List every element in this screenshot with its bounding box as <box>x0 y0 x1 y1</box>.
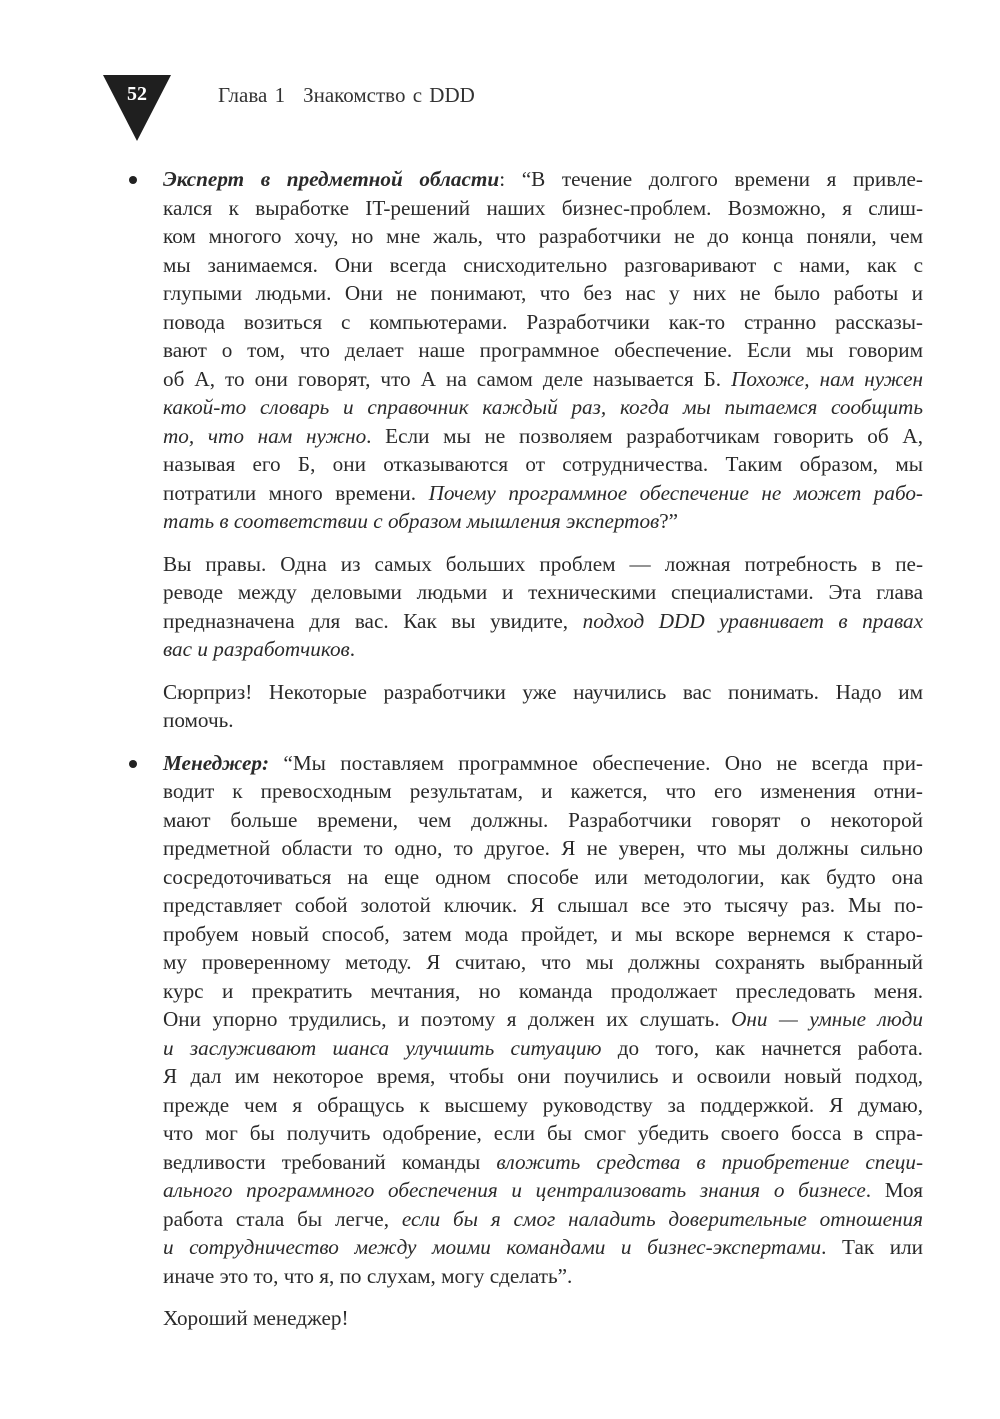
text-segment: ведливости требований команды <box>163 1149 497 1174</box>
chapter-label: Глава 1 <box>218 83 286 107</box>
text-segment: пробуем новый способ, затем мода пройдет, и мы вскоре вернемся к старо- <box>163 921 923 946</box>
italic-text: и сотрудничество между моими командами и бизнес-экспертами <box>163 1235 822 1259</box>
italic-text: Они — умные люди <box>731 1007 923 1031</box>
text-segment: Хороший менеджер! <box>163 1306 349 1330</box>
text-segment: . <box>349 637 356 661</box>
bullet-item <box>163 749 923 1291</box>
bullet-item <box>163 165 923 536</box>
text-segment: курс и прекратить мечтания, но команда продолжает преследовать меня. <box>163 978 923 1003</box>
text-segment: прежде чем я обращусь к высшему руководству за поддержкой. Я думаю, <box>163 1092 923 1117</box>
italic-text: какой-то словарь и справочник каждый раз, когда мы пытаемся сообщить <box>163 395 923 419</box>
text-line <box>163 706 923 735</box>
text-segment: . Моя <box>865 1178 923 1202</box>
text-line <box>163 222 923 251</box>
text-line <box>163 251 923 280</box>
text-segment: называя его Б, они отказываются от сотрудничества. Таким образом, мы <box>163 452 923 476</box>
text-line <box>163 1005 923 1034</box>
text-line <box>163 806 923 835</box>
page-body <box>163 165 923 1333</box>
text-segment: помочь. <box>163 708 234 732</box>
text-line <box>163 749 923 778</box>
text-line <box>163 450 923 479</box>
text-segment: ком многого хочу, но мне жаль, что разработчики не до конца поняли, чем <box>163 224 923 248</box>
text-line <box>163 336 923 365</box>
running-header <box>218 83 493 108</box>
text-segment: ?” <box>659 509 679 533</box>
italic-text: если бы я смог наладить доверительные отношения <box>401 1206 923 1231</box>
text-line <box>163 1119 923 1148</box>
text-line <box>163 279 923 308</box>
bullet-icon <box>129 176 137 184</box>
text-segment: глупыми людьми. Они не понимают, что без нас у них не было работы и <box>163 281 923 305</box>
text-segment: предназначена для вас. Как вы увидите, <box>163 608 583 633</box>
page-number: 52 <box>127 83 147 105</box>
text-segment: потратили много времени. <box>163 480 429 505</box>
text-segment: иначе это то, что я, по слухам, могу сделать”. <box>163 1263 573 1288</box>
text-line <box>163 1304 923 1333</box>
italic-text: Похоже, нам нужен <box>731 366 923 391</box>
text-segment: “Мы поставляем программное обеспечение. Оно не всегда при- <box>269 750 923 775</box>
text-line <box>163 1262 923 1291</box>
text-line <box>163 607 923 636</box>
text-line <box>163 863 923 892</box>
bullet-icon <box>129 760 137 768</box>
text-segment: вают о том, что делает наше программное обеспечение. Если мы говорим <box>163 338 923 362</box>
italic-text: подход DDD уравнивает в правах <box>582 608 923 633</box>
text-segment: . Если мы не позволяем разработчикам говорить об А, <box>366 423 923 448</box>
bold-italic-text: Эксперт в предметной области <box>163 167 500 191</box>
text-segment: . Так или <box>821 1235 923 1259</box>
text-line <box>163 507 923 536</box>
text-segment: мают больше времени, чем должны. Разработчики говорят о некоторой <box>163 807 923 832</box>
text-line <box>163 1176 923 1205</box>
text-segment: му проверенному методу. Я считаю, что мы должны сохранять выбранный <box>163 950 923 974</box>
text-line <box>163 777 923 806</box>
text-segment: работа стала бы легче, <box>163 1206 402 1231</box>
text-segment: предметной области то одно, то другое. Я не уверен, что мы должны сильно <box>163 836 923 860</box>
text-segment: Я дал им некоторое время, чтобы они поучились и освоили новый подход, <box>163 1064 923 1088</box>
italic-text: тать в соответствии с образом мышления экспертов <box>163 509 660 533</box>
italic-text: вас и разработчиков <box>163 637 350 661</box>
italic-text: и заслуживают шанса улучшить ситуацию <box>163 1035 602 1060</box>
text-line <box>163 1062 923 1091</box>
text-segment: Вы правы. Одна из самых больших проблем — ложная потребность в пе- <box>163 551 923 576</box>
text-segment: повода возиться с компьютерами. Разработчики как-то странно рассказы- <box>163 309 923 334</box>
paragraph <box>163 678 923 735</box>
text-line <box>163 678 923 707</box>
text-segment: водит к превосходным результатам, и кажется, что его изменения отни- <box>163 779 923 803</box>
text-line <box>163 1233 923 1262</box>
bold-italic-text: Менеджер: <box>163 750 270 775</box>
text-line <box>163 550 923 579</box>
text-line <box>163 393 923 422</box>
text-segment: сосредоточиваться на еще одном способе или методологии, как будто она <box>163 864 923 889</box>
text-line <box>163 422 923 451</box>
text-segment: Они упорно трудились, и поэтому я должен их слушать. <box>163 1007 732 1031</box>
text-line <box>163 308 923 337</box>
text-line <box>163 1034 923 1063</box>
text-line <box>163 977 923 1006</box>
text-segment: реводе между деловыми людьми и техническими специалистами. Эта глава <box>163 580 923 604</box>
chapter-title: Знакомство с DDD <box>303 83 475 107</box>
text-segment: мы занимаемся. Они всегда снисходительно разговаривают с нами, как с <box>163 252 923 277</box>
italic-text: то, что нам нужно <box>163 423 367 448</box>
text-line <box>163 194 923 223</box>
paragraph <box>163 1304 923 1333</box>
text-line <box>163 635 923 664</box>
text-line <box>163 948 923 977</box>
text-segment: об А, то они говорят, что А на самом деле называется Б. <box>163 366 732 391</box>
text-line <box>163 1148 923 1177</box>
text-segment: : “В течение долгого времени я привле- <box>499 167 923 191</box>
text-line <box>163 165 923 194</box>
paragraph <box>163 550 923 664</box>
text-segment: Сюрприз! Некоторые разработчики уже научились вас понимать. Надо им <box>163 679 923 704</box>
text-line <box>163 479 923 508</box>
text-line <box>163 920 923 949</box>
text-line <box>163 1205 923 1234</box>
italic-text: ального программного обеспечения и централизовать знания о бизнесе <box>163 1178 866 1202</box>
italic-text: Почему программное обеспечение не может рабо- <box>428 480 923 505</box>
text-segment: до того, как начнется работа. <box>601 1035 923 1060</box>
text-line <box>163 578 923 607</box>
text-line <box>163 1091 923 1120</box>
text-line <box>163 834 923 863</box>
italic-text: вложить средства в приобретение специ- <box>496 1149 923 1174</box>
text-segment: кался к выработке IT-решений наших бизнес-проблем. Возможно, я слиш- <box>163 195 923 220</box>
text-line <box>163 365 923 394</box>
text-segment: что мог бы получить одобрение, если бы смог убедить своего босса в спра- <box>163 1121 923 1145</box>
text-line <box>163 891 923 920</box>
text-segment: представляет собой золотой ключик. Я слышал все это тысячу раз. Мы по- <box>163 893 923 917</box>
